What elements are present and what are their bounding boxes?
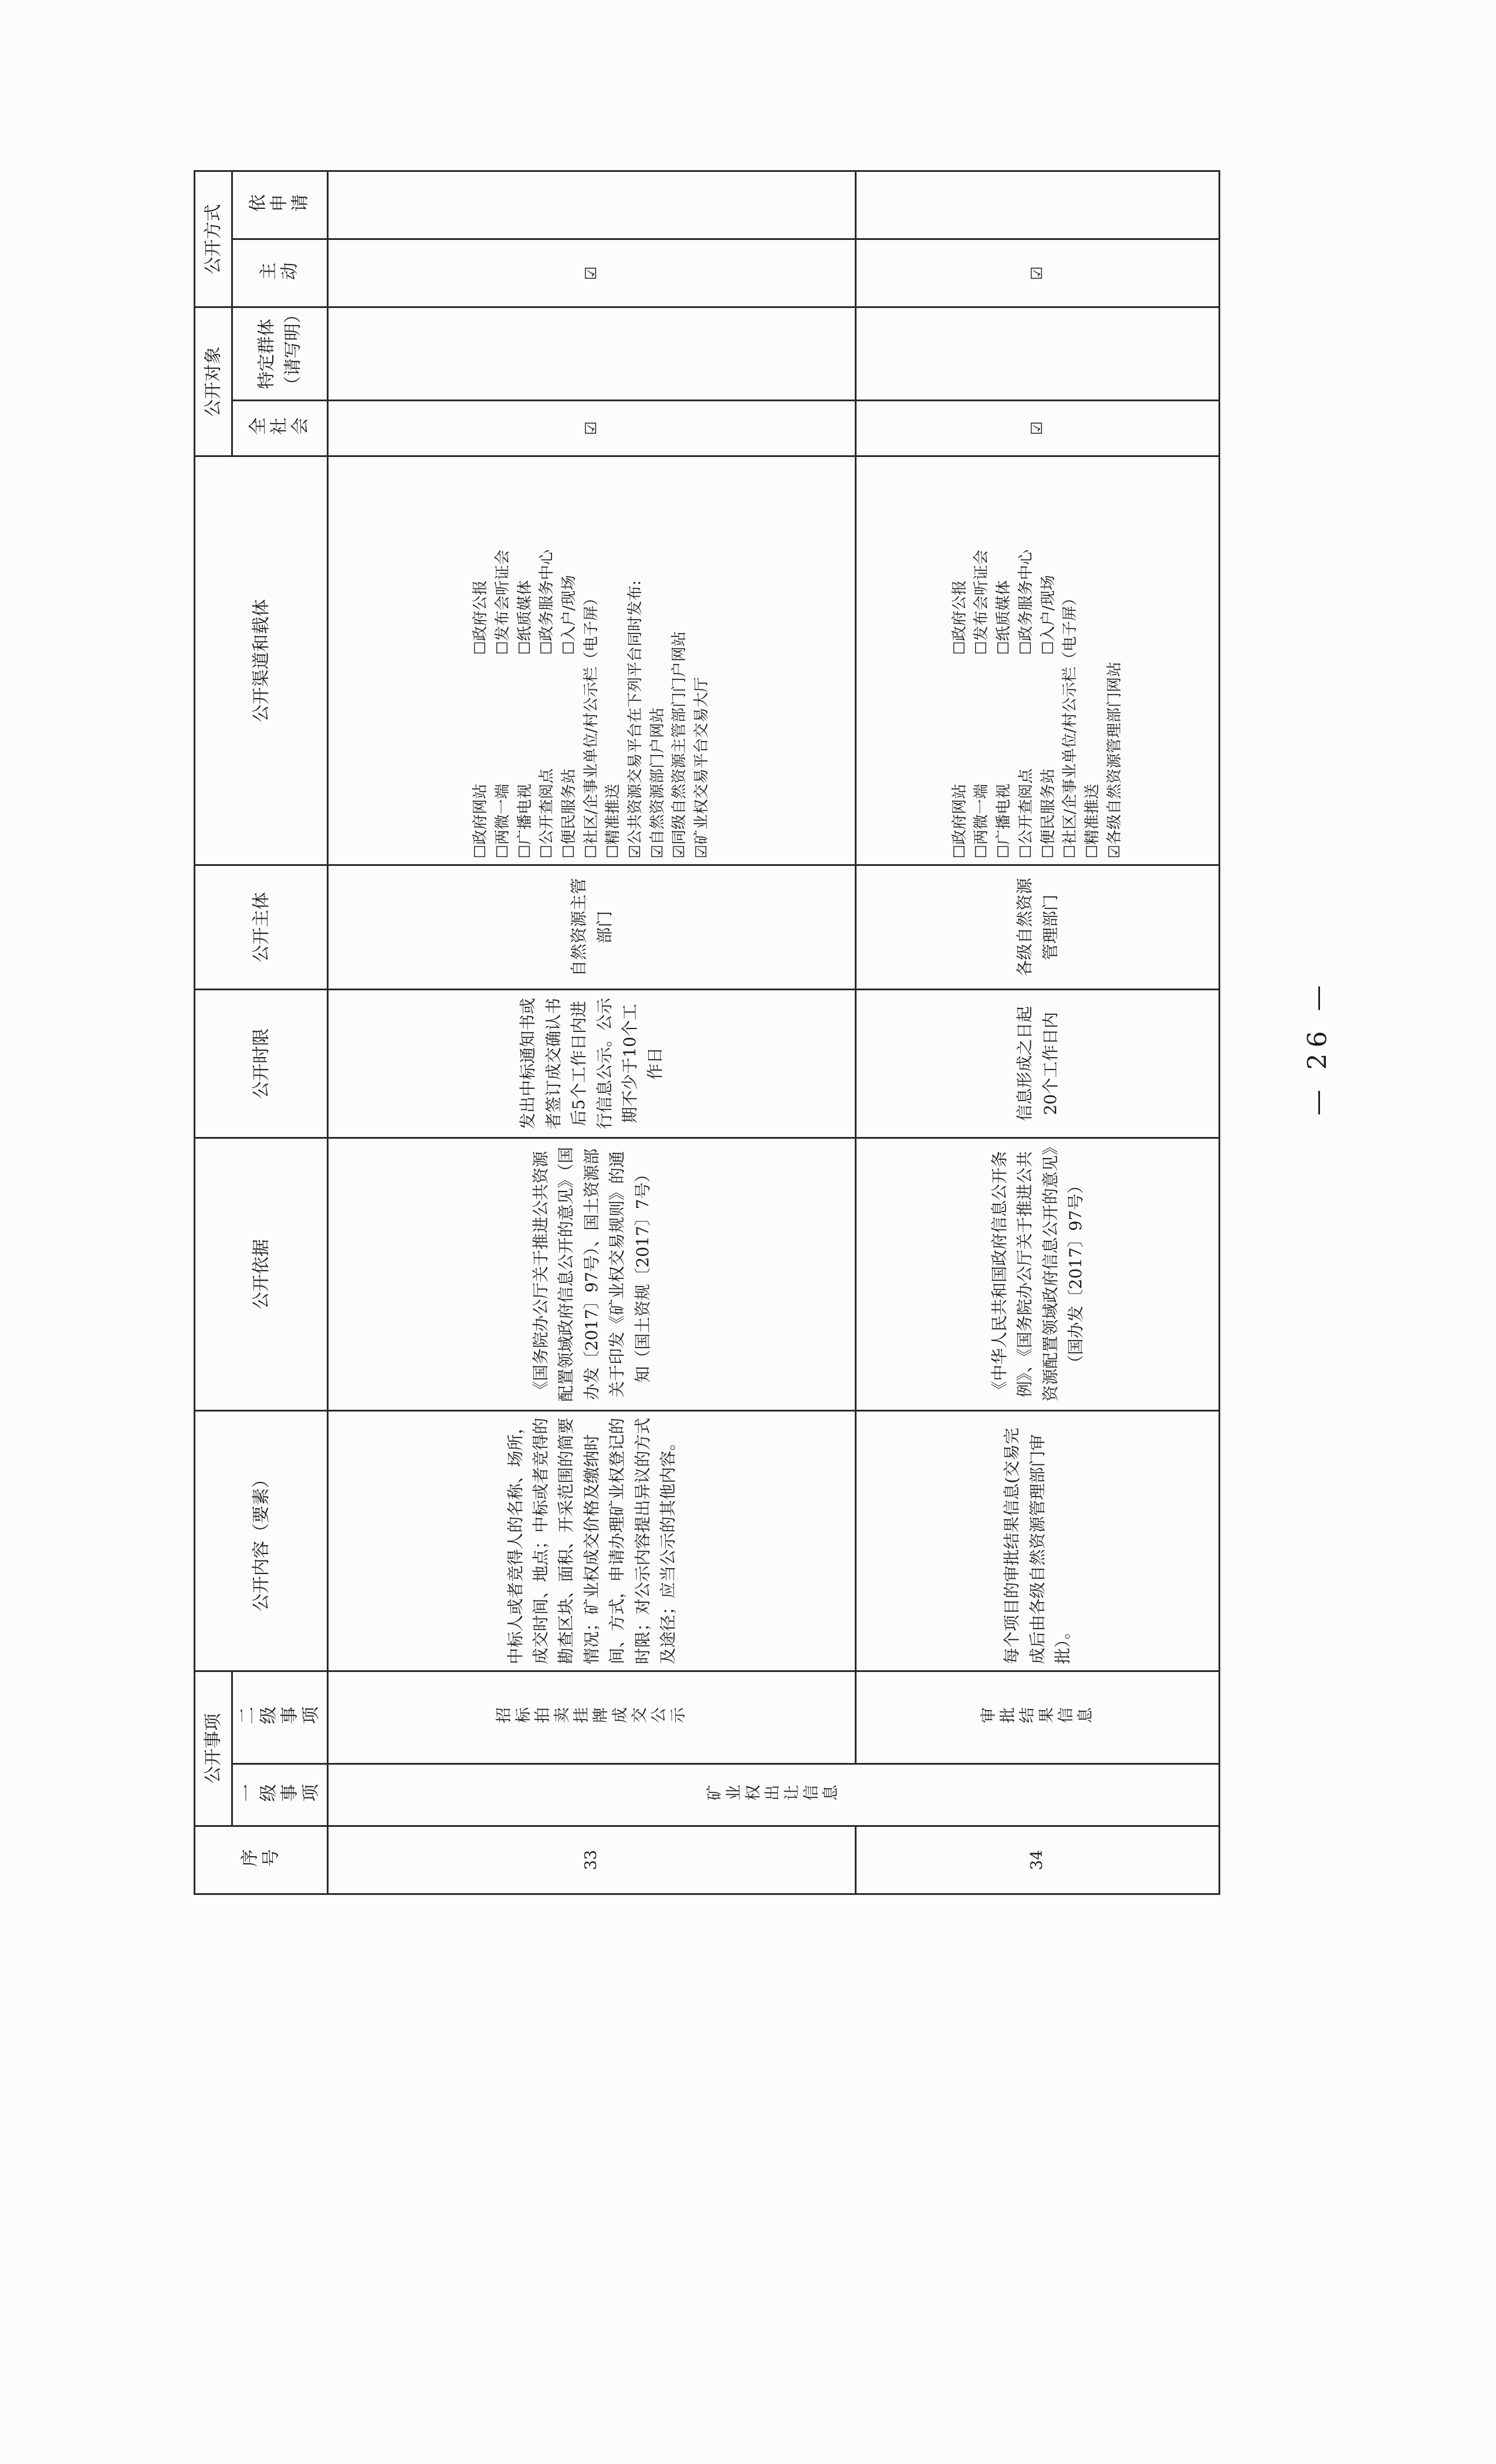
row-basis: 《国务院办公厅关于推进公共资源配置领域政府信息公开的意见》（国办发〔2017〕97号）、国土资源部关于印发《矿业权交易规则》的通知（国土资规〔2017〕7号）	[328, 1138, 856, 1411]
row-mode-active: ☑	[856, 239, 1220, 307]
row-content: 中标人或者竞得人的名称、场所，成交时间、地点；中标或者竞得的勘查区块、面积、开采范围的简要情况；矿业权成交价格及缴纳时间、方式，申请办理矿业权登记的时限；对公示内容提出异议的方式及途径；应当公示的其他内容。	[328, 1410, 856, 1671]
page-number: — 26 —	[1302, 979, 1333, 1116]
row-audience-all: ☑	[328, 400, 856, 456]
header-level1: 一级事项	[232, 1764, 328, 1826]
channel-option: ☐发布会听证会	[973, 549, 991, 655]
channel-option: ☑同级自然资源主管部门门户网站	[671, 631, 689, 859]
header-channels: 公开渠道和载体	[195, 456, 328, 865]
channel-list	[470, 463, 713, 858]
disclosure-table	[194, 170, 1220, 1895]
table-row	[856, 171, 1220, 1894]
channel-option: ☐精准推送	[1083, 783, 1101, 859]
header-row-1	[195, 171, 232, 1894]
channel-option: ☐政府公报	[950, 580, 969, 655]
row-mode-active: ☑	[328, 239, 856, 307]
header-mode-active: 主动	[232, 239, 328, 307]
channel-option: ☐发布会听证会	[493, 549, 512, 655]
channel-option: ☐公开查阅点	[1017, 768, 1035, 859]
row-seq: 34	[856, 1826, 1220, 1894]
channel-option: ☐入户/现场	[1039, 575, 1057, 655]
channel-option: ☐政务服务中心	[1017, 549, 1035, 655]
table-row	[328, 171, 856, 1894]
channel-option: ☐入户/现场	[560, 575, 578, 655]
channel-option: ☐两微一端	[973, 783, 991, 859]
header-audience-all: 全社会	[232, 400, 328, 456]
channel-option: ☐社区/企事业单位/村公示栏（电子屏）	[582, 590, 600, 859]
channel-list	[949, 463, 1126, 858]
channel-option: ☑自然资源部门户网站	[648, 707, 666, 859]
channel-option: ☐广播电视	[516, 783, 534, 859]
channel-option: ☐纸质媒体	[516, 580, 534, 655]
channel-option: ☑各级自然资源管理部门网站	[1105, 661, 1123, 859]
channel-option: ☐便民服务站	[1039, 768, 1057, 859]
header-mode-group: 公开方式	[195, 171, 232, 307]
row-basis: 《中华人民共和国政府信息公开条例》、《国务院办公厅关于推进公共资源配置领域政府信息公开的意见》（国办发〔2017〕97号）	[856, 1138, 1220, 1411]
channel-option: ☐便民服务站	[560, 768, 578, 859]
channel-option: ☐公开查阅点	[538, 768, 556, 859]
header-mode-request: 依申请	[232, 171, 328, 239]
row-channels	[856, 456, 1220, 865]
row-subject: 自然资源主管部门	[328, 865, 856, 989]
row-mode-request	[856, 171, 1220, 239]
header-subject: 公开主体	[195, 865, 328, 989]
channel-option: ☐政府公报	[472, 580, 490, 655]
header-level2: 二级事项	[232, 1671, 328, 1764]
header-seq: 序号	[195, 1826, 328, 1894]
row-channels	[328, 456, 856, 865]
channel-option: ☐社区/企事业单位/村公示栏（电子屏）	[1061, 590, 1079, 859]
header-items-group: 公开事项	[195, 1671, 232, 1826]
row-deadline: 信息形成之日起20个工作日内	[856, 989, 1220, 1138]
channel-option: ☑矿业权交易平台交易大厅	[693, 676, 711, 859]
row-audience-all: ☑	[856, 400, 1220, 456]
row-level2: 审批结果信息	[856, 1671, 1220, 1764]
channel-option: ☐精准推送	[604, 783, 622, 859]
row-level2: 招标拍卖挂牌成交公示	[328, 1671, 856, 1764]
channel-option: ☐政务服务中心	[538, 549, 556, 655]
row-subject: 各级自然资源管理部门	[856, 865, 1220, 989]
row-audience-specific	[856, 307, 1220, 400]
row-level1: 矿业权出让信息	[328, 1764, 1220, 1826]
row-audience-specific	[328, 307, 856, 400]
channel-option: ☐政府网站	[472, 783, 490, 859]
header-audience-specific: 特定群体（请写明）	[232, 307, 328, 400]
row-seq: 33	[328, 1826, 856, 1894]
header-content: 公开内容（要素）	[195, 1410, 328, 1671]
header-basis: 公开依据	[195, 1138, 328, 1411]
disclosure-table-rotated	[194, 170, 1203, 1895]
channel-option: ☐政府网站	[950, 783, 969, 859]
header-audience-group: 公开对象	[195, 307, 232, 456]
row-mode-request	[328, 171, 856, 239]
header-deadline: 公开时限	[195, 989, 328, 1138]
channel-option: ☐两微一端	[493, 783, 512, 859]
row-content: 每个项目的审批结果信息(交易完成后由各级自然资源管理部门审批）。	[856, 1410, 1220, 1671]
channel-option: ☐纸质媒体	[995, 580, 1013, 655]
channel-option: ☐广播电视	[995, 783, 1013, 859]
row-deadline: 发出中标通知书或者签订成交确认书后5个工作日内进行信息公示。公示期不少于10个工作日	[328, 989, 856, 1138]
channel-option: ☑公共资源交易平台在下列平台同时发布:	[627, 580, 645, 859]
